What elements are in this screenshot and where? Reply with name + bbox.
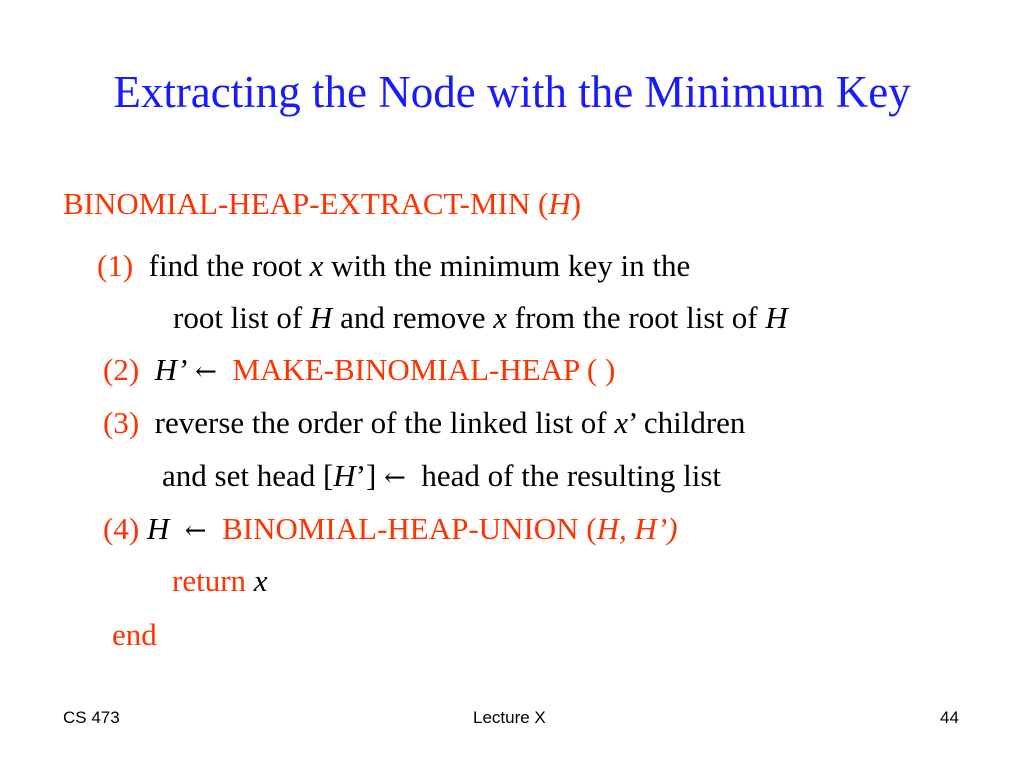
step-1-text-a: find the root bbox=[148, 248, 310, 283]
return-line bbox=[172, 563, 268, 599]
step-1-var-x: x bbox=[309, 248, 324, 283]
step-1-text-c: root list of bbox=[173, 300, 310, 335]
end-keyword: end bbox=[112, 617, 157, 652]
step-3-text-a: reverse the order of the linked list of bbox=[154, 405, 615, 440]
step-4-line bbox=[103, 511, 678, 547]
step-3-text-d: ’] bbox=[355, 458, 377, 493]
step-1-text-b: with the minimum key in the bbox=[323, 248, 691, 283]
step-1-var-h1: H bbox=[309, 300, 333, 335]
step-3-number: (3) bbox=[103, 405, 140, 440]
step-1-number: (1) bbox=[97, 248, 134, 283]
step-1-text-d: and remove bbox=[332, 300, 494, 335]
paren-close: ) bbox=[570, 186, 582, 221]
return-keyword: return bbox=[172, 563, 247, 598]
step-1-line-1 bbox=[97, 248, 690, 284]
step-2-call: MAKE-BINOMIAL-HEAP ( ) bbox=[232, 352, 616, 387]
procedure-arg: H bbox=[548, 186, 571, 221]
step-3-var-x: x bbox=[614, 405, 629, 440]
step-4-call: BINOMIAL-HEAP-UNION ( bbox=[222, 511, 597, 546]
step-2-line bbox=[103, 352, 615, 388]
step-2-var: H’ bbox=[154, 352, 188, 387]
slide-title: Extracting the Node with the Minimum Key bbox=[113, 67, 911, 117]
assign-arrow-icon: ← bbox=[195, 357, 217, 387]
step-3-var-h: H bbox=[333, 458, 356, 493]
footer-page-number: 44 bbox=[940, 708, 959, 727]
assign-arrow-icon: ← bbox=[184, 516, 207, 546]
procedure-name: BINOMIAL-HEAP-EXTRACT-MIN bbox=[63, 186, 531, 221]
footer-course: CS 473 bbox=[63, 708, 120, 727]
step-2-number: (2) bbox=[103, 352, 140, 387]
step-3-text-e: head of the resulting list bbox=[421, 458, 721, 493]
step-3-line-2 bbox=[162, 458, 721, 494]
step-4-args: H, H’) bbox=[596, 511, 678, 546]
paren-open: ( bbox=[530, 186, 549, 221]
step-1-text-e: from the root list of bbox=[507, 300, 766, 335]
assign-arrow-icon: ← bbox=[384, 463, 406, 493]
step-1-var-x2: x bbox=[493, 300, 508, 335]
step-1-line-2 bbox=[173, 300, 788, 336]
return-var: x bbox=[253, 563, 268, 598]
step-3-text-b: ’ children bbox=[628, 405, 746, 440]
procedure-heading bbox=[63, 186, 581, 222]
step-4-var: H bbox=[146, 511, 170, 546]
step-3-text-c: and set head [ bbox=[162, 458, 334, 493]
step-4-number: (4) bbox=[103, 511, 140, 546]
footer-lecture: Lecture X bbox=[473, 708, 546, 727]
step-1-var-h2: H bbox=[765, 300, 788, 335]
step-3-line-1 bbox=[103, 405, 745, 441]
